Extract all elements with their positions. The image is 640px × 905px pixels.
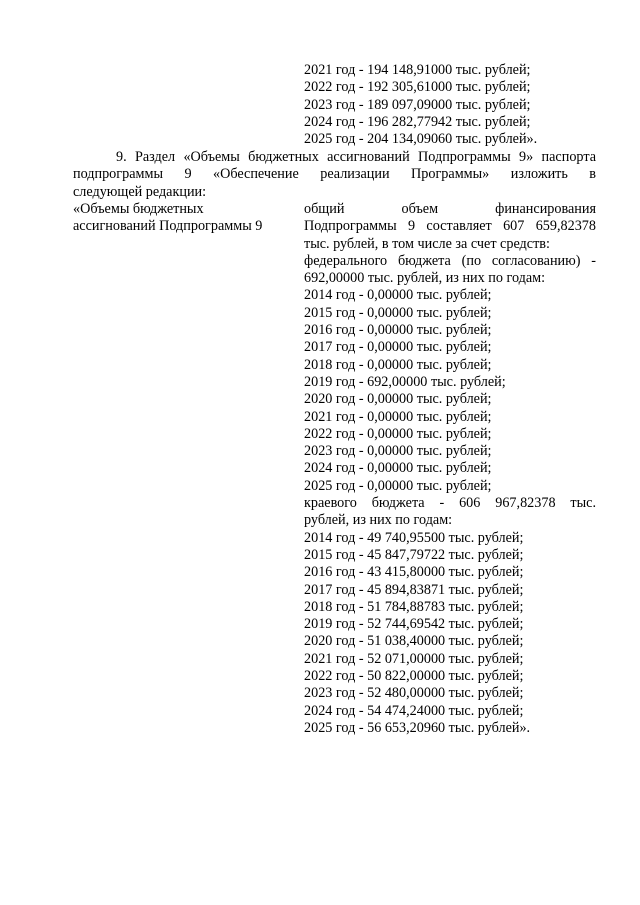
regional-year-line: 2021 год - 52 071,00000 тыс. рублей; [304,650,524,667]
paragraph-9-line-1: 9. Раздел «Объемы бюджетных ассигнований Подпрограммы 9» паспорта [116,149,596,165]
regional-years-list [304,530,596,738]
federal-year-line: 2022 год - 0,00000 тыс. рублей; [304,425,492,442]
regional-year-line: 2018 год - 51 784,88783 тыс. рублей; [304,598,524,615]
federal-years-list [304,287,596,495]
regional-year-line: 2023 год - 52 480,00000 тыс. рублей; [304,685,524,702]
year-line: 2021 год - 194 148,91000 тыс. рублей; [304,62,531,78]
year-line: 2023 год - 189 097,09000 тыс. рублей; [304,96,531,113]
federal-budget-line-2: 692,00000 тыс. рублей, из них по годам: [304,270,546,287]
regional-year-line: 2020 год - 51 038,40000 тыс. рублей; [304,633,524,650]
total-funding-line-3: тыс. рублей, в том числе за счет средств: [304,235,550,252]
regional-year-line: 2022 год - 50 822,00000 тыс. рублей; [304,668,524,685]
year-line: 2022 год - 192 305,61000 тыс. рублей; [304,79,531,96]
regional-budget-line-1: краевого бюджета - 606 967,82378 тыс. [304,495,596,512]
total-funding-line-2: Подпрограммы 9 составляет 607 659,82378 [304,218,596,235]
paragraph-9 [73,149,596,201]
year-line: 2025 год - 204 134,09060 тыс. рублей». [304,131,538,148]
regional-year-line: 2025 год - 56 653,20960 тыс. рублей». [304,719,531,736]
table-right-column [304,201,596,737]
left-column-line-1: «Объемы бюджетных [73,201,204,217]
paragraph-9-line-2: подпрограммы 9 «Обеспечение реализации Программы» изложить в [73,166,596,183]
previous-section-years-list [304,62,604,148]
paragraph-9-line-3: следующей редакции: [73,183,207,200]
regional-year-line: 2024 год - 54 474,24000 тыс. рублей; [304,702,524,719]
federal-budget-line-1: федерального бюджета (по согласованию) - [304,252,596,269]
federal-year-line: 2017 год - 0,00000 тыс. рублей; [304,339,492,356]
regional-year-line: 2017 год - 45 894,83871 тыс. рублей; [304,581,524,598]
regional-year-line: 2016 год - 43 415,80000 тыс. рублей; [304,564,524,581]
regional-budget-line-2: рублей, из них по годам: [304,512,453,529]
federal-year-line: 2018 год - 0,00000 тыс. рублей; [304,356,492,373]
regional-year-line: 2014 год - 49 740,95500 тыс. рублей; [304,529,524,546]
federal-year-line: 2021 год - 0,00000 тыс. рублей; [304,408,492,425]
federal-year-line: 2023 год - 0,00000 тыс. рублей; [304,443,492,460]
year-line: 2024 год - 196 282,77942 тыс. рублей; [304,113,531,130]
federal-year-line: 2025 год - 0,00000 тыс. рублей; [304,477,492,494]
regional-year-line: 2015 год - 45 847,79722 тыс. рублей; [304,546,524,563]
left-column-line-2: ассигнований Подпрограммы 9 [73,218,263,235]
table-left-column [73,201,293,236]
federal-year-line: 2015 год - 0,00000 тыс. рублей; [304,304,492,321]
federal-year-line: 2020 год - 0,00000 тыс. рублей; [304,391,492,408]
federal-year-line: 2014 год - 0,00000 тыс. рублей; [304,287,492,304]
federal-year-line: 2019 год - 692,00000 тыс. рублей; [304,373,506,390]
federal-year-line: 2024 год - 0,00000 тыс. рублей; [304,460,492,477]
total-funding-line-1: общий объем финансирования [304,201,596,217]
federal-year-line: 2016 год - 0,00000 тыс. рублей; [304,322,492,339]
regional-year-line: 2019 год - 52 744,69542 тыс. рублей; [304,616,524,633]
